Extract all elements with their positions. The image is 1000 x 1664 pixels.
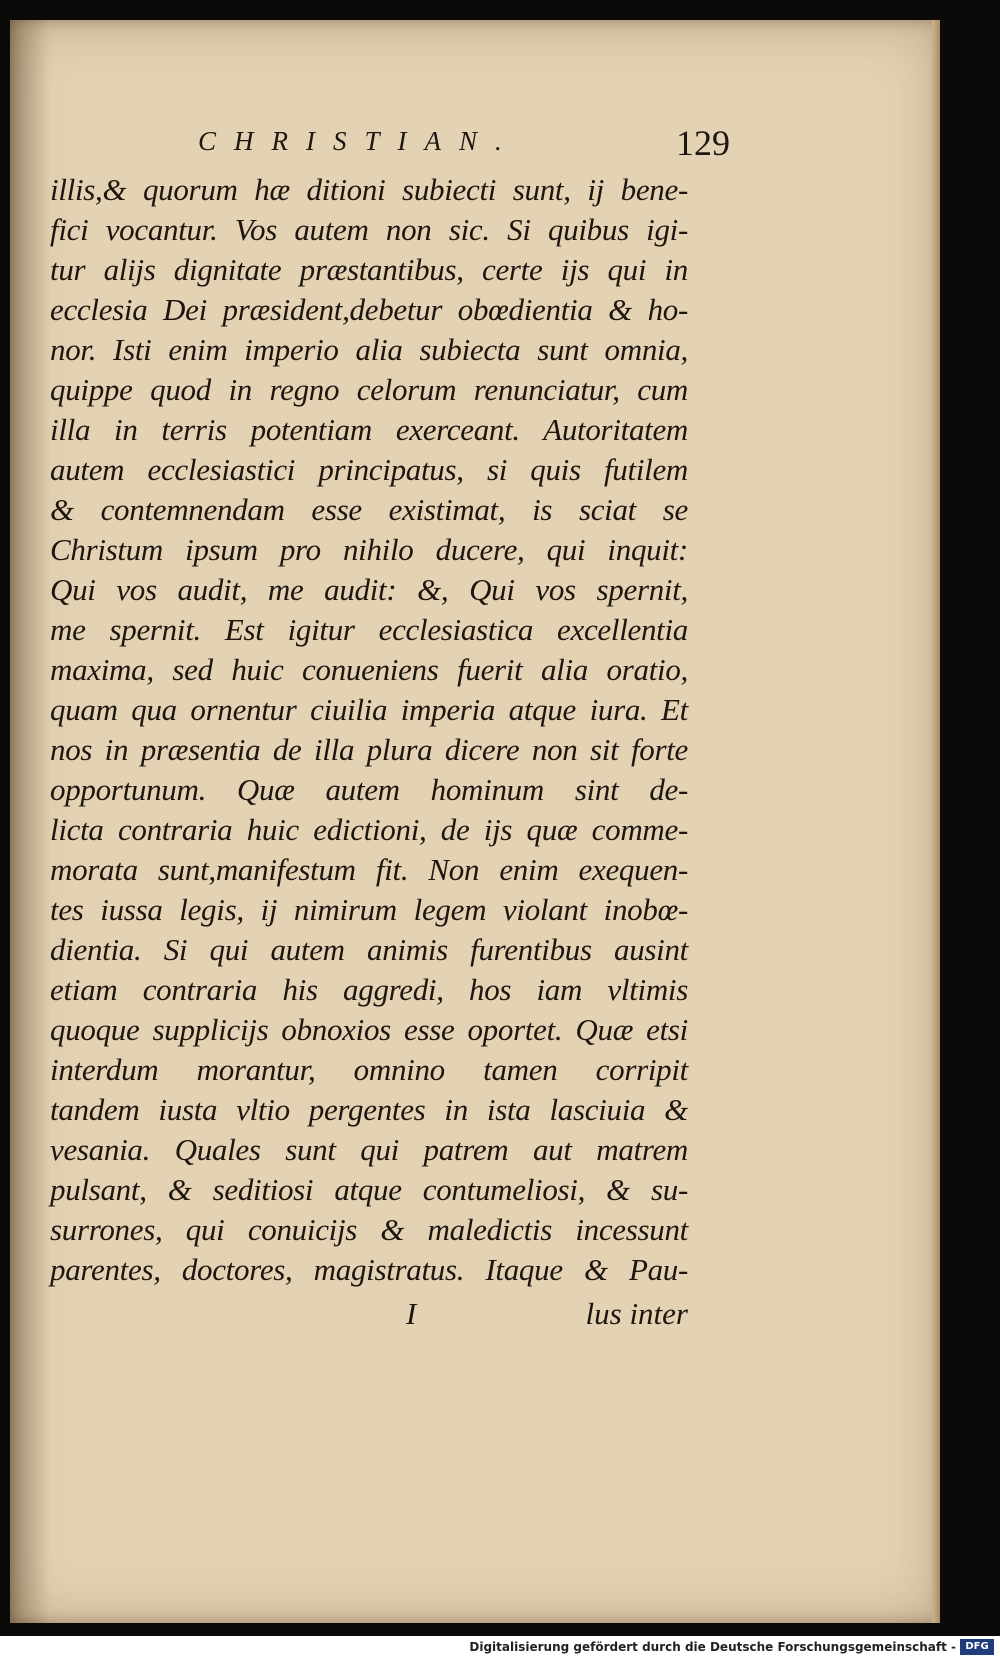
running-head (40, 123, 730, 170)
text-line: pulsant, & seditiosi atque contumeliosi, & su- (50, 1172, 688, 1207)
text-line: ecclesia Dei præsident,debetur obœdientia & ho- (50, 292, 688, 327)
text-line: tes iussa legis, ij nimirum legem violant inobœ- (50, 892, 688, 927)
text-line: tur alijs dignitate præstantibus, certe ijs qui in (50, 252, 688, 287)
text-line: quoque supplicijs obnoxios esse oportet. Quæ etsi (50, 1012, 688, 1047)
text-line: fici vocantur. Vos autem non sic. Si quibus igi- (50, 212, 688, 247)
page-edge (932, 20, 940, 1623)
text-line: quam qua ornentur ciuilia imperia atque iura. Et (50, 692, 688, 727)
text-line: quippe quod in regno celorum renunciatur, cum (50, 372, 688, 407)
text-line: dientia. Si qui autem animis furentibus ausint (50, 932, 688, 967)
footer-line (50, 1296, 688, 1336)
text-line: parentes, doctores, magistratus. Itaque & Pau- (50, 1252, 688, 1287)
body-text (50, 170, 688, 1290)
text-line: nor. Isti enim imperio alia subiecta sunt omnia, (50, 332, 688, 367)
dfg-logo: DFG (960, 1639, 994, 1655)
text-line: Christum ipsum pro nihilo ducere, qui inquit: (50, 532, 688, 567)
catchword: lus inter (585, 1296, 688, 1331)
page-number: 129 (676, 123, 730, 163)
gutter-shadow (10, 20, 50, 1623)
running-title: CHRISTIAN. (198, 126, 520, 156)
funding-credit: Digitalisierung gefördert durch die Deutsche Forschungsgemeinschaft - (469, 1640, 956, 1654)
text-line: maxima, sed huic conueniens fuerit alia oratio, (50, 652, 688, 687)
text-line: & contemnendam esse existimat, is sciat se (50, 492, 688, 527)
text-line: morata sunt,manifestum fit. Non enim exequen- (50, 852, 688, 887)
signature-mark: I (406, 1296, 417, 1331)
text-line: vesania. Quales sunt qui patrem aut matrem (50, 1132, 688, 1167)
text-line: licta contraria huic edictioni, de ijs quæ comme- (50, 812, 688, 847)
text-line: tandem iusta vltio pergentes in ista lasciuia & (50, 1092, 688, 1127)
text-line: opportunum. Quæ autem hominum sint de- (50, 772, 688, 807)
text-line: surrones, qui conuicijs & maledictis incessunt (50, 1212, 688, 1247)
text-line: autem ecclesiastici principatus, si quis futilem (50, 452, 688, 487)
text-line: etiam contraria his aggredi, hos iam vltimis (50, 972, 688, 1007)
digitization-footer (0, 1636, 1000, 1664)
text-line: illa in terris potentiam exerceant. Autoritatem (50, 412, 688, 447)
text-line: me spernit. Est igitur ecclesiastica excellentia (50, 612, 688, 647)
book-page (10, 20, 940, 1623)
text-line: interdum morantur, omnino tamen corripit (50, 1052, 688, 1087)
text-line: nos in præsentia de illa plura dicere non sit forte (50, 732, 688, 767)
text-line: illis,& quorum hæ ditioni subiecti sunt, ij bene- (50, 172, 688, 207)
text-line: Qui vos audit, me audit: &, Qui vos spernit, (50, 572, 688, 607)
